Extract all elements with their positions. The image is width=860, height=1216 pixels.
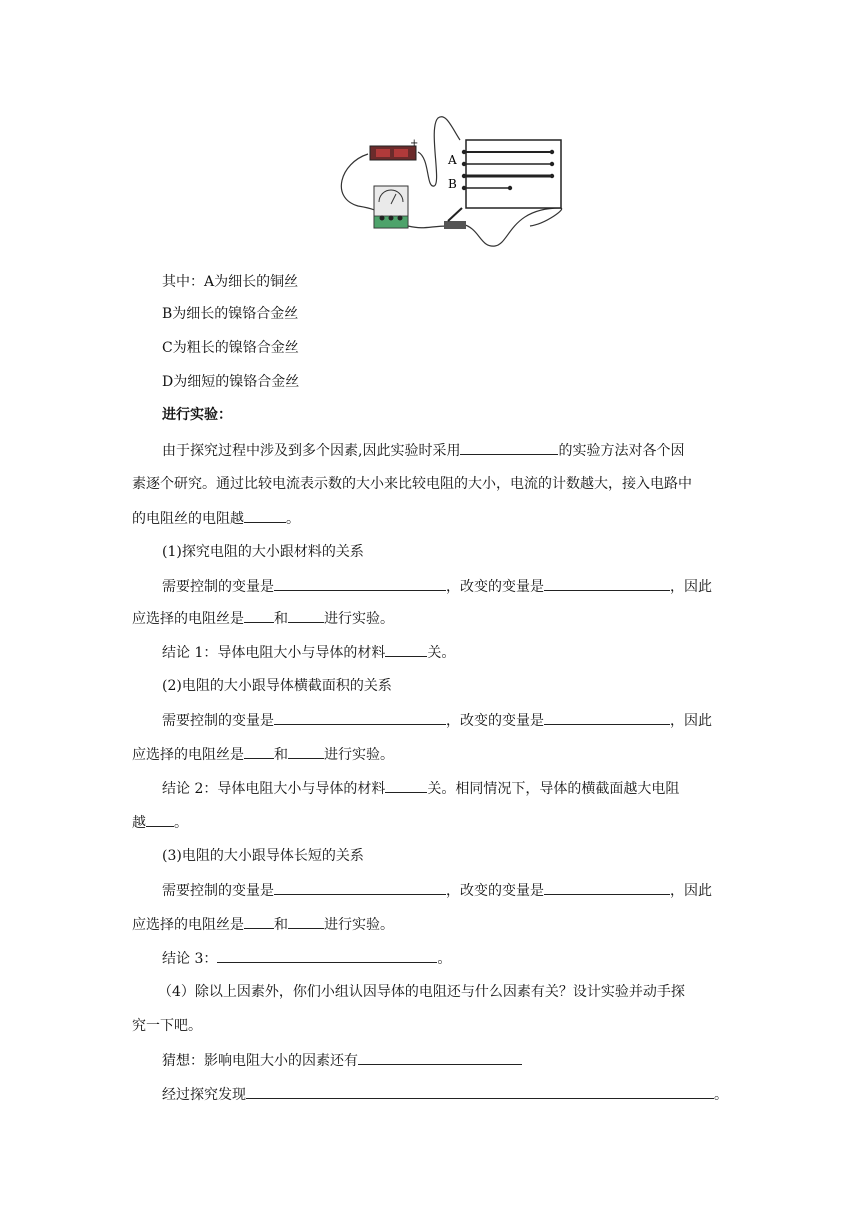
switch: [444, 208, 466, 229]
part3-control-blank[interactable]: [274, 880, 446, 895]
circuit-diagram: [330, 108, 570, 254]
part2-conclusion-cont: 越 。: [132, 812, 188, 833]
part1-change-blank[interactable]: [544, 576, 670, 591]
part1-title: (1)探究电阻的大小跟材料的关系: [162, 544, 364, 560]
part4-line-1: （4）除以上因素外，你们小组认因导体的电阻还与什么因素有关？设计实验并动手探: [158, 984, 685, 1000]
lead-wire: [462, 208, 562, 246]
label-a: A: [448, 153, 457, 167]
part2-conclusion: 结论 2：导体电阻大小与导体的材料 关。相同情况下，导体的横截面越大电阻: [162, 778, 679, 799]
wire-desc-c: C为粗长的镍铬合金丝: [162, 340, 299, 356]
finding-blank[interactable]: [246, 1084, 714, 1099]
intro-line-1: 由于探究过程中涉及到多个因素,因此实验时采用 的实验方法对各个因: [162, 440, 684, 461]
part1-conclusion-blank[interactable]: [385, 642, 427, 657]
part3-select: 应选择的电阻丝是 和 进行实验。: [132, 914, 394, 935]
guess-blank[interactable]: [358, 1050, 522, 1065]
intro-line-3: 的电阻丝的电阻越 。: [132, 508, 300, 529]
part1-control-blank[interactable]: [274, 576, 446, 591]
part4-guess: 猜想：影响电阻大小的因素还有: [162, 1050, 522, 1071]
resistance-board: [462, 140, 561, 208]
part1-wire1-blank[interactable]: [244, 608, 274, 623]
part3-wire1-blank[interactable]: [244, 914, 274, 929]
part2-control-blank[interactable]: [274, 710, 446, 725]
part3-conclusion-blank[interactable]: [217, 948, 437, 963]
part1-select: 应选择的电阻丝是 和 进行实验。: [132, 608, 394, 629]
part2-change-blank[interactable]: [544, 710, 670, 725]
part1-variables: 需要控制的变量是 ，改变的变量是 ，因此: [162, 576, 712, 597]
part1-wire2-blank[interactable]: [288, 608, 324, 623]
part3-variables: 需要控制的变量是 ，改变的变量是 ，因此: [162, 880, 712, 901]
svg-text:+: +: [410, 138, 419, 149]
wire-desc-a: 其中：A为细长的铜丝: [162, 274, 299, 290]
part2-conclusion-blank[interactable]: [385, 778, 427, 793]
lead-wire: [418, 117, 460, 186]
part4-finding: 经过探究发现 。: [162, 1084, 728, 1105]
intro-line-2: 素逐个研究。通过比较电流表示数的大小来比较电阻的大小，电流的计数越大，接入电路中: [132, 476, 692, 492]
part2-title: (2)电阻的大小跟导体横截面积的关系: [162, 678, 392, 694]
method-blank[interactable]: [460, 440, 558, 455]
part2-wire2-blank[interactable]: [288, 744, 324, 759]
wire-desc-b: B为细长的镍铬合金丝: [162, 306, 299, 322]
part2-size-blank[interactable]: [146, 812, 174, 827]
part3-conclusion: 结论 3： 。: [162, 948, 451, 969]
part4-line-2: 究一下吧。: [132, 1018, 202, 1034]
battery: [370, 138, 418, 160]
section-title: 进行实验：: [162, 407, 232, 423]
part3-title: (3)电阻的大小跟导体长短的关系: [162, 848, 364, 864]
resistance-blank[interactable]: [244, 508, 286, 523]
part2-wire1-blank[interactable]: [244, 744, 274, 759]
part2-select: 应选择的电阻丝是 和 进行实验。: [132, 744, 394, 765]
part3-change-blank[interactable]: [544, 880, 670, 895]
label-b: B: [448, 177, 457, 191]
wire-desc-d: D为细短的镍铬合金丝: [162, 374, 300, 390]
part1-conclusion: 结论 1：导体电阻大小与导体的材料 关。: [162, 642, 455, 663]
lead-wire: [408, 226, 448, 228]
part3-wire2-blank[interactable]: [288, 914, 324, 929]
part2-variables: 需要控制的变量是 ，改变的变量是 ，因此: [162, 710, 712, 731]
ammeter: [374, 186, 408, 228]
